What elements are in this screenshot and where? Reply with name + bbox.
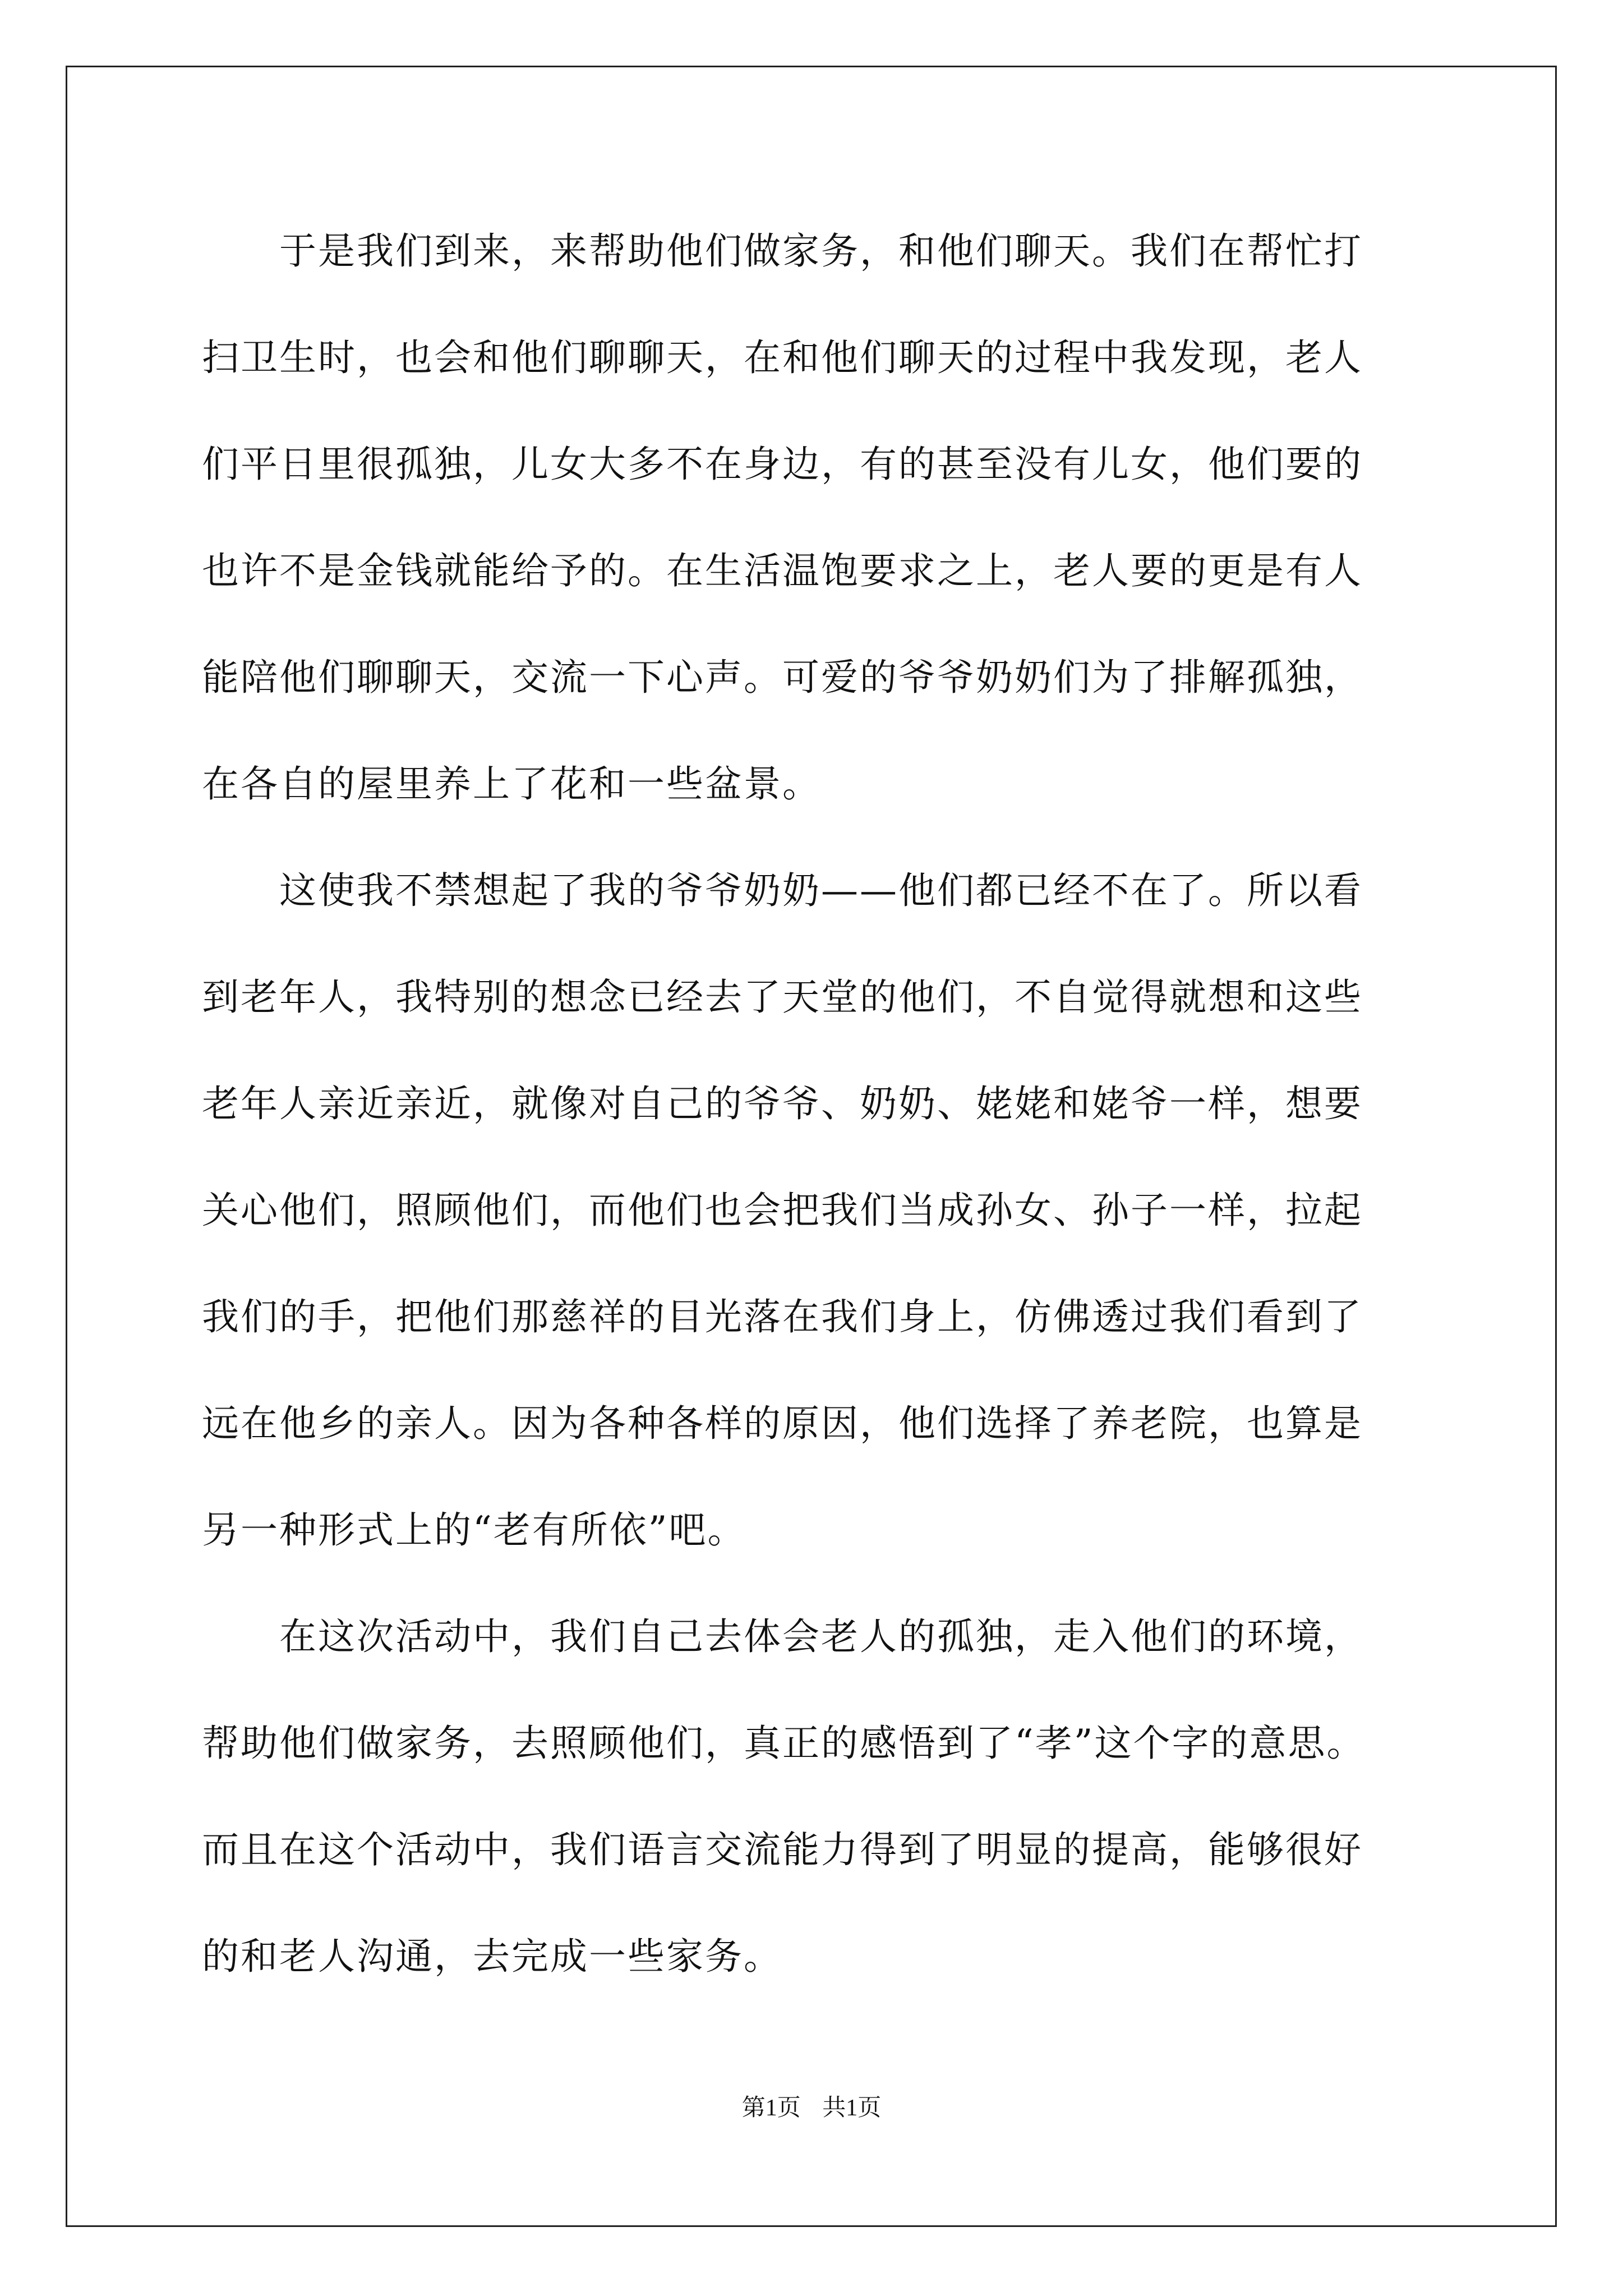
page-number-total: 共1页 bbox=[822, 2095, 882, 2121]
text-line: 而且在这个活动中，我们语言交流能力得到了明显的提高，能够很好 bbox=[202, 1828, 1363, 1871]
text-line: 也许不是金钱就能给予的。在生活温饱要求之上，老人要的更是有人 bbox=[202, 549, 1363, 592]
text-line: 这使我不禁想起了我的爷爷奶奶——他们都已经不在了。所以看 bbox=[202, 869, 1363, 912]
text-line: 的和老人沟通，去完成一些家务。 bbox=[202, 1935, 782, 1978]
page-number-current: 第1页 bbox=[741, 2095, 801, 2121]
text-line: 于是我们到来，来帮助他们做家务，和他们聊天。我们在帮忙打 bbox=[202, 229, 1363, 273]
text-line: 扫卫生时，也会和他们聊聊天，在和他们聊天的过程中我发现，老人 bbox=[202, 336, 1363, 379]
text-line: 在这次活动中，我们自己去体会老人的孤独，走入他们的环境， bbox=[202, 1615, 1363, 1658]
text-line: 能陪他们聊聊天，交流一下心声。可爱的爷爷奶奶们为了排解孤独， bbox=[202, 656, 1363, 699]
text-line: 老年人亲近亲近，就像对自己的爷爷、奶奶、姥姥和姥爷一样，想要 bbox=[202, 1082, 1363, 1125]
document-body bbox=[202, 215, 1422, 2027]
text-line: 另一种形式上的“老有所依”吧。 bbox=[202, 1508, 746, 1552]
page-footer bbox=[0, 2091, 1623, 2125]
text-line: 远在他乡的亲人。因为各种各样的原因，他们选择了养老院，也算是 bbox=[202, 1402, 1363, 1445]
text-line: 帮助他们做家务，去照顾他们，真正的感悟到了“孝”这个字的意思。 bbox=[202, 1722, 1366, 1765]
text-line: 在各自的屋里养上了花和一些盆景。 bbox=[202, 762, 821, 806]
text-line: 到老年人，我特别的想念已经去了天堂的他们，不自觉得就想和这些 bbox=[202, 976, 1363, 1019]
text-line: 们平日里很孤独，儿女大多不在身边，有的甚至没有儿女，他们要的 bbox=[202, 443, 1363, 486]
text-line: 关心他们，照顾他们，而他们也会把我们当成孙女、孙子一样，拉起 bbox=[202, 1189, 1363, 1232]
text-line: 我们的手，把他们那慈祥的目光落在我们身上，仿佛透过我们看到了 bbox=[202, 1295, 1363, 1338]
